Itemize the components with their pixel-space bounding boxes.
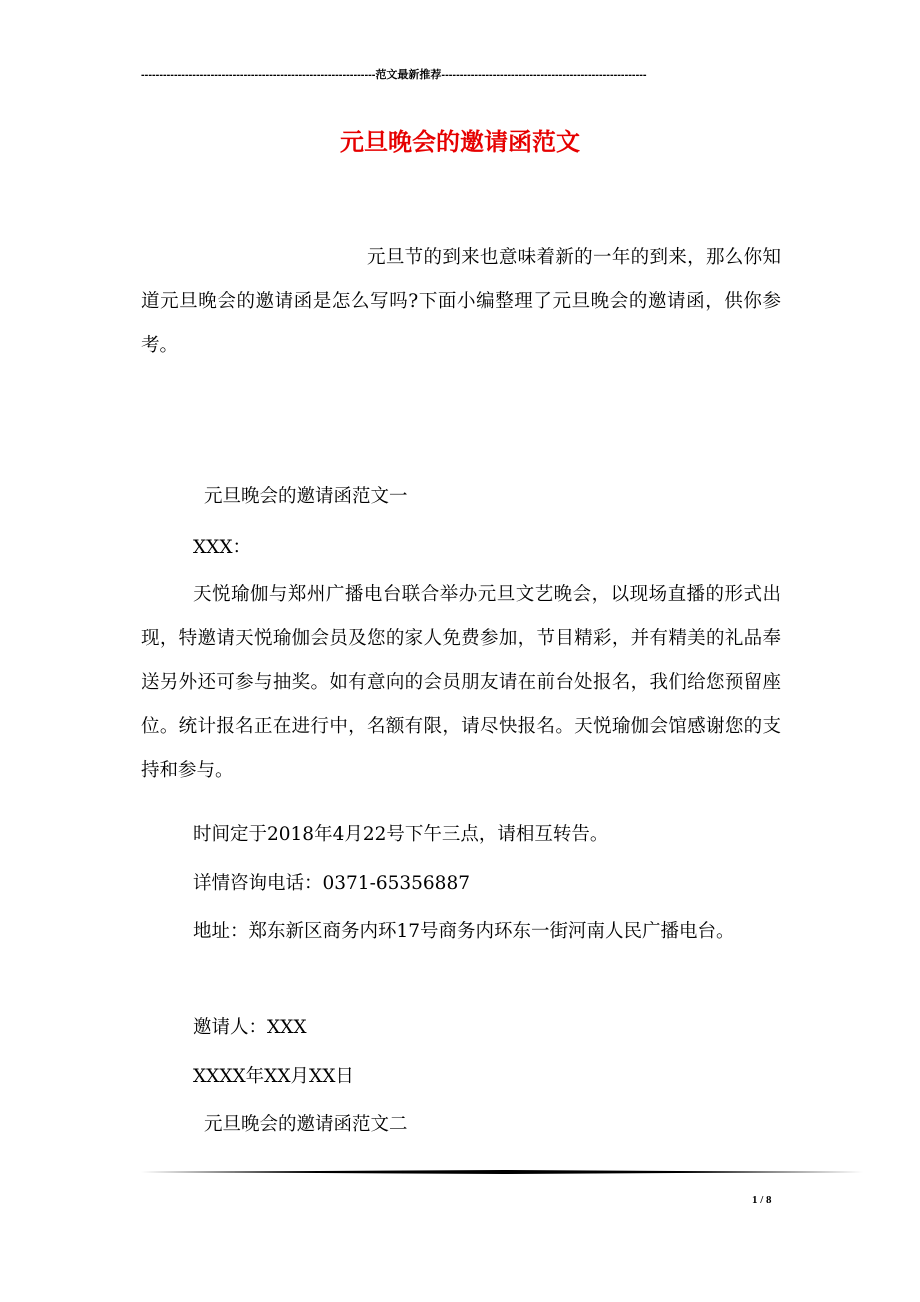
document-title: 元旦晚会的邀请函范文 — [340, 127, 580, 156]
event-time: 时间定于2018年4月22号下午三点，请相互转告。 — [193, 824, 609, 845]
event-address: 地址：郑东新区商务内环17号商务内环东一街河南人民广播电台。 — [193, 921, 735, 942]
page-number: 1 / 8 — [752, 1194, 772, 1206]
intro-paragraph: 元旦节的到来也意味着新的一年的到来，那么你知道元旦晚会的邀请函是怎么写吗?下面小编整理了元旦晚会的邀请函，供你参考。 — [141, 247, 781, 356]
contact-phone: 详情咨询电话：0371-65356887 — [193, 873, 470, 894]
inviter: 邀请人：XXX — [193, 1017, 307, 1038]
sample-two-heading: 元旦晚会的邀请函范文二 — [204, 1114, 408, 1135]
page-header: ----------------------------------------------------------------范文最新推荐-------------------------------------------------------- — [141, 69, 647, 81]
invitation-date: XXXX年XX月XX日 — [193, 1066, 354, 1087]
invitation-body: 天悦瑜伽与郑州广播电台联合举办元旦文艺晚会，以现场直播的形式出现，特邀请天悦瑜伽会员及您的家人免费参加，节目精彩，并有精美的礼品奉送另外还可参与抽奖。如有意向的会员朋友请在前台处报名，我们给您预留座位。统计报名正在进行中，名额有限，请尽快报名。天悦瑜伽会馆感谢您的支持和参与。 — [141, 584, 781, 781]
footer-divider — [141, 1170, 863, 1174]
sample-one-heading: 元旦晚会的邀请函范文一 — [204, 486, 408, 507]
salutation: XXX： — [193, 537, 252, 558]
